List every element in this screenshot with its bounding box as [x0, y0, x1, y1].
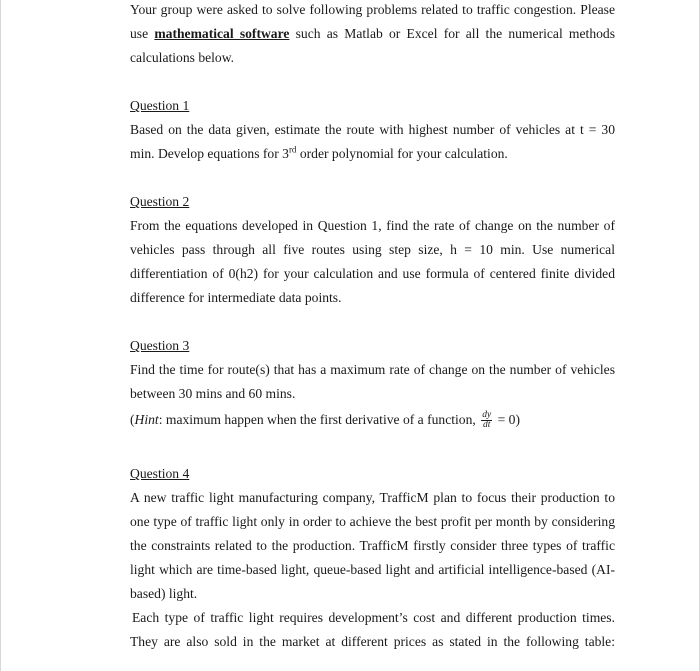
question-1-heading: Question 1	[130, 98, 190, 113]
q1-line-2-post: order polynomial for your calculation.	[296, 146, 508, 161]
q1-ordinal-suffix: rd	[288, 144, 297, 155]
question-3-line-1: Find the time for route(s) that has a maximum rate of change on the number of vehicles	[130, 362, 615, 377]
q1-line-2-pre: min. Develop equations for 3	[130, 146, 289, 161]
question-4-heading: Question 4	[130, 466, 190, 481]
hint-text: : maximum happen when the first derivative of a function,	[158, 412, 476, 427]
intro-line-2-pre: use	[130, 26, 149, 41]
question-2-line-4: difference for intermediate data points.	[130, 290, 342, 305]
question-1-line-2	[130, 142, 615, 166]
hint-close: = 0)	[497, 412, 520, 427]
hint-open-paren: (	[130, 412, 135, 427]
question-1-line-1: Based on the data given, estimate the route with highest number of vehicles at t = 30	[130, 122, 615, 137]
intro-line-3: calculations below.	[130, 50, 235, 65]
question-4-line-5: based) light.	[130, 586, 198, 601]
question-2-line-1: From the equations developed in Question 1, find the rate of change on the number of	[130, 218, 615, 233]
intro-line-2-post: such as Matlab or Excel for all the numerical methods	[295, 26, 615, 41]
question-4-line-4: light which are time-based light, queue-based light and artificial intelligence-based (AI-	[130, 562, 615, 577]
question-4-line-3: the constraints related to the production. TrafficM firstly consider three types of traffic	[130, 538, 615, 553]
question-3-line-2: between 30 mins and 60 mins.	[130, 386, 296, 401]
fraction-denominator: dt	[483, 420, 491, 431]
hint-label: Hint	[134, 412, 159, 427]
fraction-numerator: dy	[482, 410, 492, 421]
question-4-line-6: Each type of traffic light requires development’s cost and different production times.	[132, 610, 615, 625]
intro-line-2	[130, 22, 615, 46]
question-4-line-1: A new traffic light manufacturing company, TrafficM plan to focus their production to	[130, 490, 615, 505]
question-4-line-2: one type of traffic light only in order to achieve the best profit per month by considering	[130, 514, 615, 529]
question-2-heading: Question 2	[130, 194, 190, 209]
question-4-line-7: They are also sold in the market at different prices as stated in the following table:	[130, 634, 615, 649]
mathematical-software-emphasis: mathematical software	[154, 26, 290, 41]
page-border-left	[0, 0, 1, 671]
question-2-line-2: vehicles pass through all five routes using step size, h = 10 min. Use numerical	[130, 242, 615, 257]
question-3-hint	[130, 408, 615, 432]
dy-dt-fraction	[481, 411, 492, 430]
question-2-line-3: differentiation of 0(h2) for your calculation and use formula of centered finite divided	[130, 266, 615, 281]
question-3-heading: Question 3	[130, 338, 190, 353]
intro-line-1: Your group were asked to solve following problems related to traffic congestion. Please	[130, 2, 615, 17]
